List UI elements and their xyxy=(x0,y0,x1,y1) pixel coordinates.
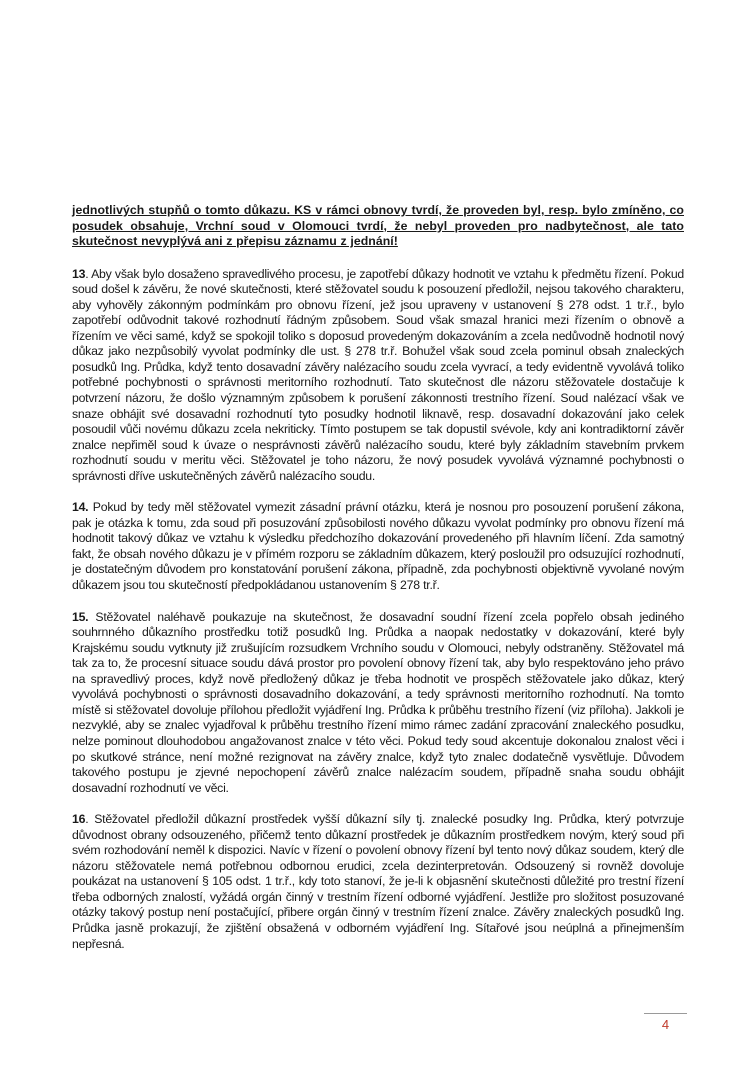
paragraph-number: 16 xyxy=(72,812,86,827)
paragraph-16 xyxy=(72,812,684,952)
paragraph-text: . Aby však bylo dosaženo spravedlivého procesu, je zapotřebí důkazy hodnotit ve vztahu k předmětu řízení. Pokud soud došel k závěru, že nové skutečnosti, které stěžovatel soudu k posouzení předložil, nejsou takového charakteru, aby vyhověly zákonným podmínkám pro obnovu řízení, jež jsou upraveny v ustanovení § 278 odst. 1 tr.ř., bylo zapotřebí odůvodnit takové rozhodnutí řádným způsobem. Soud však smazal hranici mezi řízením o obnově a řízením ve věci samé, když se spokojil toliko s doposud provedeným dokazováním a zcela nedůvodně hodnotil nový důkaz jako nezpůsobilý vyvolat podmínky dle ust. § 278 tr.ř. Bohužel však soud zcela pominul obsah znaleckých posudků Ing. Průdka, když tento dosavadní závěry nalézacího soudu zcela vyvrací, a tedy evidentně vyvolává toliko potřebné pochybnosti o správnosti meritorního rozhodnutí. Tato skutečnost dle názoru stěžovatele dostačuje k potvrzení názoru, že došlo významným způsobem k porušení zákonnosti trestního řízení. Soud nalézací však ve snaze obhájit své dosavadní rozhodnutí tyto posudky hodnotil liknavě, resp. dosavadní dokazování jako celek posoudil vůči novému důkazu zcela nekriticky. Tímto postupem se tak dopustil svévole, kdy ani kontradiktorní závěr znalce nepřiměl soud k úvaze o nesprávnosti závěrů nalézacího soudu, které byly základním stavebním prvkem rozhodnutí soudu v meritu věci. Stěžovatel je toho názoru, že nový posudek vyvolává významné pochybnosti o správnosti dříve uskutečněných závěrů nalézacího soudu. xyxy=(72,266,684,483)
paragraph-number: 13 xyxy=(72,266,86,281)
page-number: 4 xyxy=(661,1017,670,1032)
paragraph-15 xyxy=(72,610,684,797)
footer-rule xyxy=(644,1013,687,1014)
continuation-paragraph: jednotlivých stupňů o tomto důkazu. KS v rámci obnovy tvrdí, že proveden byl, resp. bylo zmíněno, co posudek obsahuje, Vrchní soud v Olomouci tvrdí, že nebyl proveden pro nadbytečnost, ale tato skutečnost nevyplývá ani z přepisu záznamu z jednání! xyxy=(72,203,684,249)
paragraph-text: . Stěžovatel předložil důkazní prostředek vyšší důkazní síly tj. znalecké posudky Ing. Průdka, který potvrzuje důvodnost obrany odsouzeného, přičemž tento důkazní prostředek je důkazním prostředkem novým, který soud při svém rozhodování neměl k dispozici. Navíc v řízení o povolení obnovy řízení byl tento nový důkaz soudem, který dle názoru stěžovatele nemá potřebnou odbornou erudici, zcela dezinterpretován. Odsouzený si rovněž dovoluje poukázat na ustanovení § 105 odst. 1 tr.ř., kdy toto stanoví, že je-li k objasnění skutečnosti důležité pro trestní řízení třeba odborných znalostí, vyžádá orgán činný v trestním řízení odborné vyjádření. Jestliže pro složitost posuzované otázky takový postup není postačující, přibere orgán činný v trestním řízení znalce. Závěry znaleckých posudků Ing. Průdka jasně prokazují, že zjištění obsažená v odborném vyjádření Ing. Sítařové jsou neúplná a přinejmenším nepřesná. xyxy=(72,812,684,951)
paragraph-14 xyxy=(72,500,684,593)
document-page xyxy=(72,203,684,968)
paragraph-13 xyxy=(72,267,684,485)
paragraph-number: 15. xyxy=(72,609,89,624)
paragraph-text: Stěžovatel naléhavě poukazuje na skutečnost, že dosavadní soudní řízení zcela popřelo obsah jediného souhrnného důkazního prostředku totiž posudků Ing. Průdka a naopak nedostatky v dokazování, které byly Krajskému soudu vytknuty již zrušujícím rozsudkem Vrchního soudu v Olomouci, nebyly odstraněny. Stěžovatel má tak za to, že procesní situace soudu dává prostor pro povolení obnovy řízení tak, aby bylo respektováno jeho právo na spravedlivý proces, když nově předložený důkaz je třeba hodnotit ve prospěch stěžovatele jako důkaz, který vyvolává pochybnosti o správnosti dosavadního dokazování, a tedy správnosti meritorního rozhodnutí. Na tomto místě si stěžovatel dovoluje přílohou předložit vyjádření Ing. Průdka k průběhu trestního řízení (viz příloha). Jakkoli je nezvyklé, aby se znalec vyjadřoval k průběhu trestního řízení mimo rámec zadání zpracování znaleckého posudku, nelze pominout dlouhodobou angažovanost znalce v této věci. Pokud tedy soud akcentuje dokonalou znalost věci i po skutkové stránce, není možné rezignovat na závěry znalce, když tyto znalec dodatečně vysvětluje. Důvodem takového postupu je zjevné nepochopení závěrů znalce nalézacím soudem, případně snaha soudu obhájit dosavadní rozhodnutí ve věci. xyxy=(72,609,684,795)
paragraph-text: Pokud by tedy měl stěžovatel vymezit zásadní právní otázku, která je nosnou pro posouzení porušení zákona, pak je otázka k tomu, zda soud při posuzování způsobilosti nového důkazu vyvolat podmínky pro obnovu řízení má hodnotit takový důkaz ve vztahu k výsledku předchozího dokazování provedeného při hlavním líčení. Zda samotný fakt, že obsah nového důkazu je v přímém rozporu se základním důkazem, který posloužil pro odsuzující rozhodnutí, je dostatečným důvodem pro konstatování porušení zákona, případně, zda pochybnosti objektivně vyvolané novým důkazem jsou tou skutečností předpokládanou ustanovením § 278 tr.ř. xyxy=(72,500,684,593)
paragraph-number: 14. xyxy=(72,500,89,515)
